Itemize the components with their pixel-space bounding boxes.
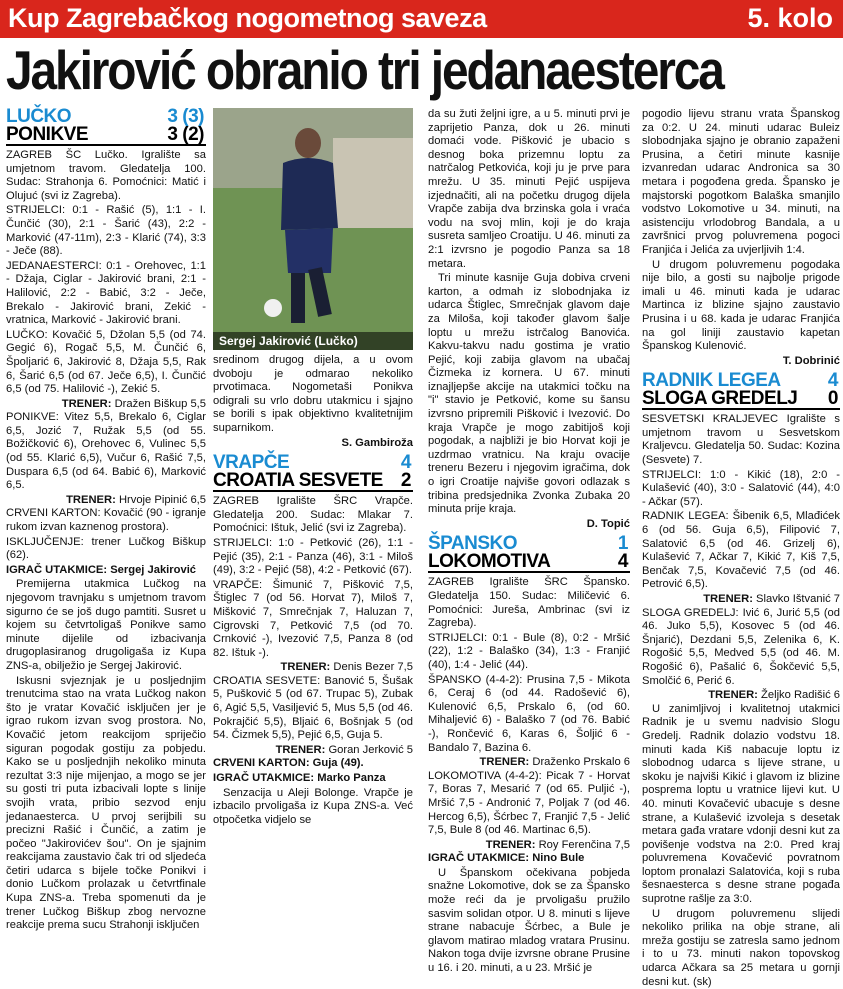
article-text: U zanimljivoj i kvalitetnoj utakmici Radnik je u svemu nadvisio Slogu Gredelj. Radnik dolazio vodstvu 18. minuti kada Kiš nabacuje loptu iz slobodnog udarca s lijeve strane, u skoku je najviši Kikić i glavom iz blizine pospremа loptu u vratnice lijevi kut. U 40. minuti Kovačević ubacuje s desne strane, a Kulašević izvoleja s desetak metara gađa vratare vdonji desni kut za povišenje vodstva na 2:0. Pred kraj poluvremena Kovačević povratnom loptom pronalazi Salatovića, koji s ruba šesnaesterca s desne strane pogađa suprotne rašlje za 3:0.	[642, 702, 840, 906]
coach-spansko: TRENER: Draženko Prskalo 6	[479, 756, 630, 769]
away-team-croatia-sesvete: CROATIA SESVETE 2	[213, 470, 411, 492]
scorers: STRIJELCI: 0:1 - Bule (8), 0:2 - Mršić (22), 1:2 - Balaško (34), 1:3 - Franjić (40), 1:4 - Jelić (44).	[428, 631, 630, 671]
penalties: JEDANAESTERCI: 0:1 - Orehovec, 1:1 - Džaja, Ciglar - Jakirović brani, 2:1 - Halilović, 2:2 - Babić, 3:2 - Ječe, Brekalo - Jakirović brani, Zekić - vratnica, Marković - Jakirović brani.	[6, 259, 206, 327]
coach-radnik-legea: TRENER: Slavko Ištvanić 7	[703, 593, 840, 605]
player-photo	[213, 108, 413, 350]
away-team-lokomotiva: LOKOMOTIVA 4	[428, 551, 628, 573]
article-text: da su žuti željni igre, a u 5. minuti prvi je zaprijetio Panza, dok u 26. minuti domaći vode. Pišković je ubacio s desnog boka prizemnu loptu za natrčalog Petkovića, koji ju je prve para mrežu. U 35. minuti Pejić uspijeva izjednačiti, ali na početku drugog dijela Vrapče zabija dva brzinska gola i vraća vodu na svoj mlin, koji je do kraja susreta samljeo Croatiju. U 46. minuti za 2:1 izvrsno je pogodio Panza sa 18 metara.	[428, 108, 630, 270]
lineup-radnik-legea: RADNIK LEGEA: Šibenik 6,5, Mlađićek 6 (od 56. Guja 6,5), Filipović 7, Salatović 6,5 (od 46. Grizelj 6), Kulašević 7, Ačkar 7, Kikić 7, Kiš 7,5, Benčak 7,5, Kovačević 7,5 (od 46. Petrović 6,5).	[642, 510, 840, 591]
column-2	[213, 354, 413, 826]
article-text: U Španskom očekivana pobjeda snažne Lokomotive, dok se za Špansko može reći da je prvoligašu pružilo sasvim solidan otpor. U 8. minuti s lijeve strane nabacuje Šćrbec, a Bule je glavom matirao mladog vratara Prusinu. Nakon toga dvije izvrsne obrane Prusine u 16. i 20. minuti, a u 23. Mršić je	[428, 866, 630, 975]
match-info: ZAGREB ŠC Lučko. Igralište sa umjetnom travom. Gledatelja 100. Sudac: Strahonja 6. Pomoćnici: Matić i Olujuć (svi iz Zagreba).	[6, 149, 206, 202]
author-signature: S. Gambiroža	[341, 436, 413, 449]
red-card: CRVENI KARTON: Kovačić (90 - igranje rukom izvan kaznenog prostora).	[6, 507, 206, 534]
lineup-ponikve: PONIKVE: Vitez 5,5, Brekalo 6, Ciglar 6,5, Jozić 7, Ružak 5,5 (od 55. Božičković 6), Orehovec 6, Vulinec 5,5 (od 55. Klarić 6,5), Vučur 6, Rašić 7,5, Duspara 6,5 (od 64. Babić 6), Marković 6,5.	[6, 411, 206, 492]
scorers: STRIJELCI: 1:0 - Kikić (18), 2:0 - Kulašević (40), 3:0 - Salatović (44), 4:0 - Ačkar (57).	[642, 468, 840, 508]
photo-caption: Sergej Jakirović (Lučko)	[213, 332, 413, 350]
column-4	[642, 108, 840, 988]
lineup-croatia-sesvete: CROATIA SESVETE: Banović 5, Šušak 5, Pušković 5 (od 67. Trupac 5), Zubak 6, Agić 5,5, Vasiljević 5, Mus 5,5 (od 46. Pokrajčić 5,5), Bljaić 6, Bošnjak 5 (od 54. Čizmek 5,5), Pejić 6,5, Guja 5.	[213, 674, 413, 742]
article-text: Premijerna utakmica Lučkog na njegovom travnjaku s umjetnom travom sigurno će se još dugo pamtiti. Susret u kojem su četvrtoligaš Ponikve samo minute dijelile od izbacivanja drugoplasiranog drugoligaša iz Kupa ZNS-a, obilježio je Sergej Jakirović.	[6, 578, 206, 672]
lineup-lokomotiva: LOKOMOTIVA (4-4-2): Picak 7 - Horvat 7, Boras 7, Mesarić 7 (od 65. Puljić -), Mršić 7,5 - Andronić 7, Poljak 7 (od 46. Hercog 6,5), Šćrbec 7, Franjić 7,5 - Jelić 7,5, Bule 8 (od 46. Martinac 6,5).	[428, 769, 630, 837]
away-team-sloga-gredelj: SLOGA GREDELJ 0	[642, 388, 838, 410]
lineup-vrapce: VRAPČE: Šimunić 7, Pišković 7,5, Štiglec 7 (od 56. Horvat 7), Miloš 7, Mišković 7, Smrečnjak 7, Haluzan 7, Cigrovski 7, Petković 7,5 (od 70. Crnković -), Ivezović 7,5, Panza 8 (od 82. Ištuk -).	[213, 578, 413, 659]
red-card: CRVENI KARTON: Guja (49).	[213, 757, 364, 770]
coach-croatia-sesvete: TRENER: Goran Jerković 5	[275, 743, 413, 756]
expulsion: ISKLJUČENJE: trener Lučkog Biškup (62).	[6, 535, 206, 562]
coach-sloga-gredelj: TRENER: Željko Radišić 6	[708, 689, 840, 702]
banner-round: 5. kolo	[747, 3, 833, 33]
banner-title: Kup Zagrebačkog nogometnog saveza	[8, 3, 487, 33]
article-text: Iskusni svjeznjak je u posljednjim trenutcima stao na vrata Lučkog nakon što je vratar Kovačić isključen jer je igrao rukom izvan svog prostora. No, Kovačić jetom reakcijom spriječio siguran pogodak gostiju za pobjedu. Kako se u posljednjih nekoliko minuta rezultat 3:3 nije mijenjao, a mogo se jer su gosti tri puta izbacivali lopte s linije svojih vrata, pribio sezvod enju jedanaesterca. U prvoj serijbili su precizni Rašić i Čunčić, a zatim je počeo "Jakirovićev šou". On je sjajnim reakcijama zaustavio čak tri od sljedeća četiri udarca s bijele točke Ponikvi i donio Lučkom prolazak u četvrtfinale Kupa ZNS-a. Treba spomenuti da je trener Lučkog Biškup zbog nervozne reakcije prema sucu Strahonji isključen	[6, 674, 206, 932]
column-1	[6, 106, 206, 932]
coach-lucko: TRENER: Dražen Biškup 5,5	[61, 397, 206, 410]
home-team-lucko: LUČKO 3 (3)	[6, 106, 204, 127]
column-3	[428, 108, 630, 975]
player-illustration	[213, 108, 413, 350]
article-text: pogodio lijevu stranu vrata Španskog za 0:2. U 24. minuti udarac Buleiz slobodnjaka sjajno je obranio zapaženi Prusina, a četiri minute kasnije izvanredan udarac Andronica sa 30 metara i pogođena greda. Špansko je majstorski pogotkom Balaška smanjilo vodstvo Lokomotive u 34. minuti, na asistenciju vrlodobrog Bandala, a u završnici prvog poluvremena pogoci Franjića i Jelića za uvjerljivih 1:4.	[642, 108, 840, 256]
player-of-match: IGRAČ UTAKMICE: Sergej Jakirović	[6, 563, 197, 576]
headline: Jakirović obranio tri jedanaesterca	[6, 39, 723, 101]
player-of-match: IGRAČ UTAKMICE: Nino Bule	[428, 852, 585, 865]
article-text: Senzacija u Aleji Bolonge. Vrapče je izbacilo prvoligaša iz Kupa ZNS-a. Već otpočetka vidjelo se	[213, 786, 413, 826]
home-team-vrapce: VRAPČE 4	[213, 452, 411, 474]
home-team-spansko: ŠPANSKO 1	[428, 533, 628, 555]
away-team-ponikve: PONIKVE 3 (2)	[6, 124, 204, 145]
article-text: U drugom poluvremenu slijedi nekoliko prilika na obje strane, ali mreža gostiju se zatresla samo jednom i to u 73. minuti nakon topovskog udarca Ačkara sa 25 metara u gornji desni kut. (sk)	[642, 907, 840, 988]
match-info: ZAGREB Igralište ŠRC Vrapče. Gledatelja 200. Sudac: Mlakar 7. Pomoćnici: Ištuk, Jelić (svi iz Zagreba).	[213, 495, 413, 535]
article-text: Tri minute kasnije Guja dobiva crveni karton, a odmah iz slobodnjaka iz udarca Štiglec, Smrečnjak glavom daje za Miloša, koji također glavom šalje loptu u mrežu istrčalog Banovića. Kakvu-takvu nadu gostima je vratio Pejić, koji zabija glavom na ubačaj Čizmeka iz kornera. U 67. minuti iznajljepše akcije na utakmici točku na "i" stavio je Petković, kome su šansu izvrsno pripremili Pišković i Ivezović. Do kraja Vrapče je mogo zabitijoš koji pogodak, a najbliži je bio Horvat koji je uzdrmao vratnicu. Na kraju ovacije treneru Bezeru i njegovim igračima, dok o igri Croatije najviše govori odlazak s tribina predsjednika Zvonka Zubaka 20 minuta prije kraja.	[428, 272, 630, 516]
coach-ponikve: TRENER: Hrvoje Pipinić 6,5	[66, 493, 206, 506]
author-signature: T. Dobrinić	[782, 354, 840, 367]
coach-vrapce: TRENER: Denis Bezer 7,5	[280, 661, 413, 674]
home-team-radnik-legea: RADNIK LEGEA 4	[642, 370, 838, 392]
coach-lokomotiva: TRENER: Roy Ferenčina 7,5	[485, 838, 630, 851]
lineup-sloga-gredelj: SLOGA GREDELJ: Ivić 6, Jurić 5,5 (od 46. Juko 5,5), Kosovec 5 (od 46. Šnjarić), Dezdani 5,5, Zelenika 6, K. Rogošić 5,5, Medved 5,5 (od 46. M. Rogošić 6), Pašalić 6, Šokčević 5,5, Smolčić 6, Perić 6.	[642, 606, 840, 687]
banner	[0, 0, 843, 38]
author-signature: D. Topić	[586, 517, 630, 530]
article-text: U drugom poluvremenu pogodaka nije bilo, a gosti su najbolje prigode imali u 46. minuti kada je udarac Martinca iz blizine sjajno zaustavio Prusina i u 68. kada je udarac Franjića na gol liniji zaustavio kapetan Španskog Kulenović.	[642, 258, 840, 353]
article-text: sredinom drugog dijela, a u ovom dvoboju je odmarao nekoliko prvotimaca. Nogometaši Ponikva odigrali su vrlo dobru utakmicu i sjajno se borili s ipak objektivno kvalitetnijim suparnikom.	[213, 354, 413, 434]
match-info: ZAGREB Igralište ŠRC Špansko. Gledatelja 150. Sudac: Miličević 6. Pomoćnici: Jureša, Ambrinac (svi iz Zagreba).	[428, 576, 630, 630]
lineup-spansko: ŠPANSKO (4-4-2): Prusina 7,5 - Mikota 6, Ceraj 6 (od 44. Radošević 6), Kulenović 6,5, Prskalo 6, (od 60. Mihaljević 6) - Balaško 7 (od 76. Babić -), Rončević 6, Karas 6, Šoljić 6 - Bandalo 7, Bazina 6.	[428, 673, 630, 754]
player-of-match: IGRAČ UTAKMICE: Marko Panza	[213, 772, 386, 785]
scorers: STRIJELCI: 0:1 - Rašić (5), 1:1 - I. Čunčić (30), 2:1 - Šarić (43), 2:2 - Marković (47-11m), 2:3 - Klarić (74), 3:3 - Ječe (88).	[6, 204, 206, 258]
scorers: STRIJELCI: 1:0 - Petković (26), 1:1 - Pejić (35), 2:1 - Panza (46), 3:1 - Miloš (49), 3:2 - Pejić (58), 4:2 - Petković (67).	[213, 536, 413, 577]
lineup-lucko: LUČKO: Kovačić 5, Džolan 5,5 (od 74. Gegić 6), Rogač 5,5, M. Čunčić 6, Špoljarić 6, Jakirović 8, Džaja 5,5, Rak 6, Šarić 6,5 (od 67. Ječe 6,5), I. Čunčić 6,5 (od 75. Halilović -), Zekić 5.	[6, 328, 206, 396]
match-info: SESVETSKI KRALJEVEC Igralište s umjetnom travom u Sesvetskom Kraljevcu. Gledatelja 50. Sudac: Kozina (Sesvete) 7.	[642, 413, 840, 467]
